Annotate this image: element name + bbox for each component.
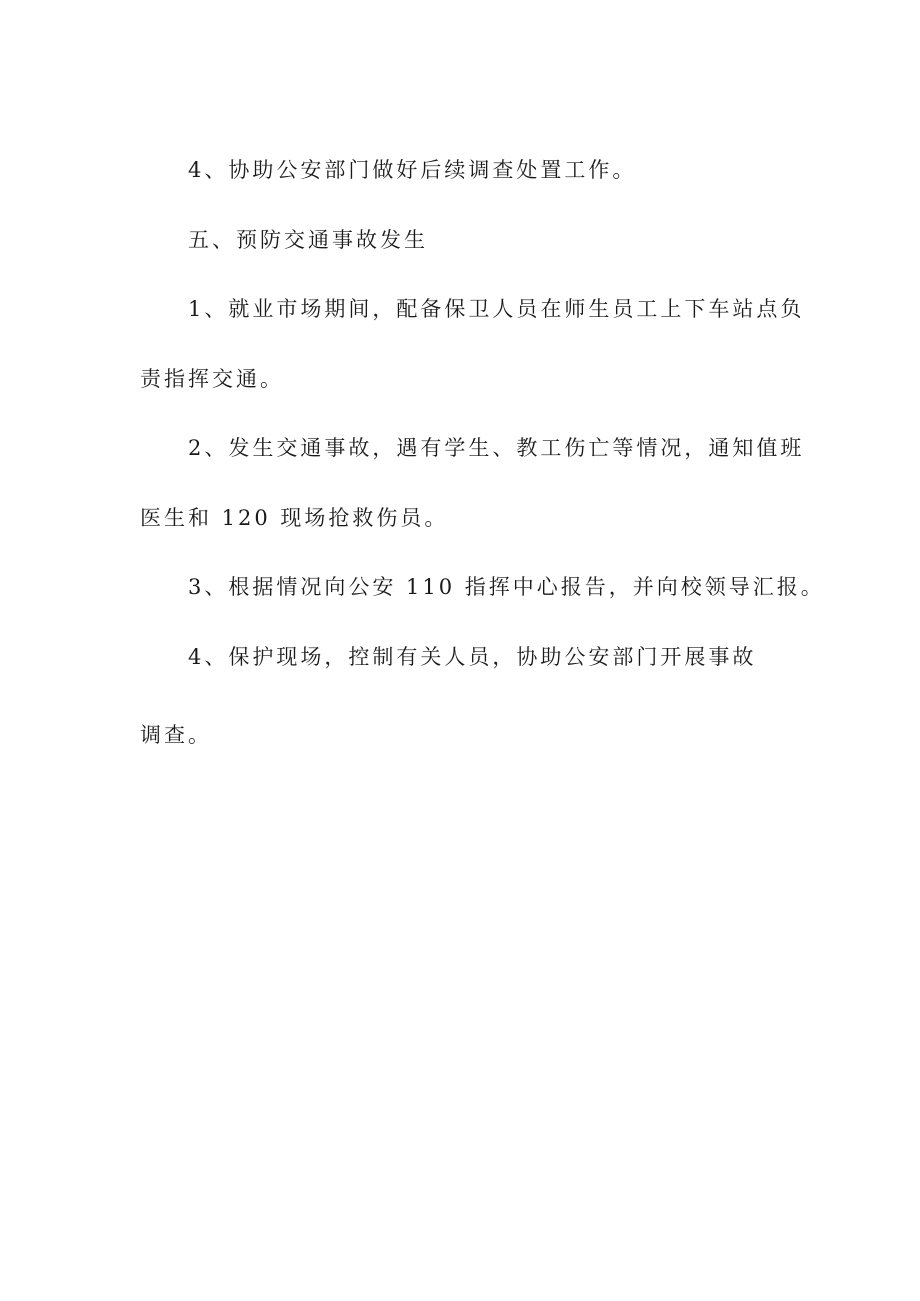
list-item-assist-police: 4、协助公安部门做好后续调查处置工作。 [188,158,637,182]
list-item-notify-doctor-line-2: 医生和 120 现场抢救伤员。 [140,506,449,530]
list-item-assign-security-line-2: 责指挥交通。 [140,367,284,391]
list-item-protect-scene-line-1: 4、保护现场，控制有关人员，协助公安部门开展事故 [188,645,757,669]
section-heading-prevent-traffic-accidents: 五、预防交通事故发生 [188,228,428,252]
list-item-protect-scene-line-2: 调查。 [140,723,212,747]
list-item-assign-security-line-1: 1、就业市场期间，配备保卫人员在师生员工上下车站点负 [188,297,805,321]
list-item-notify-doctor-line-1: 2、发生交通事故，遇有学生、教工伤亡等情况，通知值班 [188,436,805,460]
list-item-report-110: 3、根据情况向公安 110 指挥中心报告，并向校领导汇报。 [188,575,825,599]
